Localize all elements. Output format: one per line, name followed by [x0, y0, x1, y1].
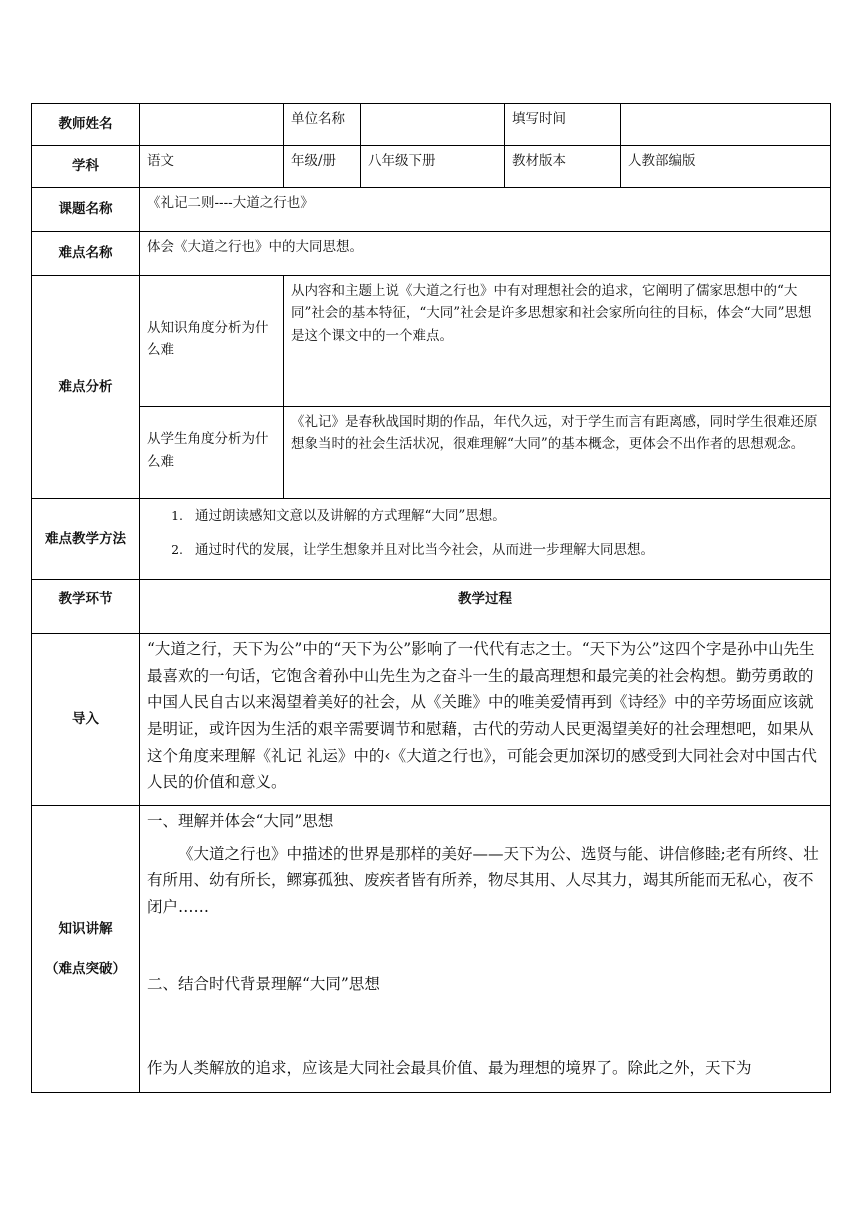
methods-cell [140, 499, 831, 580]
method-item-1: 1. 通过朗读感知文意以及讲解的方式理解“大同”思想。 [187, 505, 823, 527]
methods-list [147, 503, 823, 562]
knowledge-heading-2: 二、结合时代背景理解“大同”思想 [147, 974, 380, 993]
knowledge-heading-1: 一、理解并体会“大同”思想 [147, 812, 334, 830]
knowledge-row [32, 806, 831, 1093]
student-angle-text: 《礼记》是春秋战国时期的作品，年代久远，对于学生而言有距离感，同时学生很难还原想象当时的社会生活状况，很难理解“大同”的基本概念，更体会不出作者的思想观念。 [284, 407, 831, 499]
process-header-row [32, 580, 831, 634]
topic-value: 《礼记二则----大道之行也》 [140, 188, 831, 232]
textbook-label: 教材版本 [505, 146, 621, 188]
grade-label: 年级/册 [284, 146, 361, 188]
knowledge-label: 知识讲解 [58, 920, 113, 937]
topic-row [32, 188, 831, 232]
intro-row [32, 634, 831, 806]
knowledge-label-sub: （难点突破） [45, 961, 126, 977]
fill-date-label: 填写时间 [505, 104, 621, 146]
method-item-2: 2. 通过时代的发展，让学生想象并且对比当今社会，从而进一步理解大同思想。 [187, 539, 823, 561]
teacher-name-value [140, 104, 284, 146]
methods-label: 难点教学方法 [32, 499, 140, 580]
unit-name-value [361, 104, 505, 146]
student-angle-label: 从学生角度分析为什么难 [140, 407, 284, 499]
fill-date-value [621, 104, 831, 146]
topic-label: 课题名称 [32, 188, 140, 232]
difficulty-label: 难点名称 [32, 232, 140, 276]
methods-row [32, 499, 831, 580]
intro-label: 导入 [32, 634, 140, 806]
difficulty-value: 体会《大道之行也》中的大同思想。 [140, 232, 831, 276]
grade-value: 八年级下册 [361, 146, 505, 188]
knowledge-paragraph-2: 作为人类解放的追求，应该是大同社会最具价值、最为理想的境界了。除此之外，天下为 [147, 1059, 752, 1078]
knowledge-paragraph-1: 《大道之行也》中描述的世界是那样的美好——天下为公、选贤与能、讲信修睦;老有所终、壮有所用、幼有所长，鳏寡孤独、废疾者皆有所养，物尽其用、人尽其力，竭其所能而无私心，夜不闭户…… [147, 844, 819, 916]
knowledge-angle-label: 从知识角度分析为什么难 [140, 276, 284, 407]
analysis-student-row [32, 407, 831, 499]
knowledge-label-cell [32, 806, 140, 1093]
unit-name-label: 单位名称 [284, 104, 361, 146]
teacher-row [32, 104, 831, 146]
intro-text: “大道之行，天下为公”中的“天下为公”影响了一代代有志之士。“天下为公”这四个字是孙中山先生最喜欢的一句话，它饱含着孙中山先生为之奋斗一生的最高理想和最完美的社会构想。勤劳勇敢的中国人民自古以来渴望着美好的社会，从《关雎》中的唯美爱情再到《诗经》中的辛劳场面应该就是明证，或许因为生活的艰辛需要调节和慰藉，古代的劳动人民更渴望美好的社会理想吧，如果从这个角度来理解《礼记 礼运》中的‹《大道之行也》，可能会更加深切的感受到大同社会对中国古代人民的价值和意义。 [140, 634, 831, 806]
subject-label: 学科 [32, 146, 140, 188]
knowledge-angle-text: 从内容和主题上说《大道之行也》中有对理想社会的追求，它阐明了儒家思想中的“大同”社会的基本特征，“大同”社会是许多思想家和社会家所向往的目标，体会“大同”思想是这个课文中的一个难点。 [284, 276, 831, 407]
stage-header: 教学环节 [32, 580, 140, 634]
lesson-plan-table [31, 103, 831, 1093]
analysis-knowledge-row [32, 276, 831, 407]
difficulty-row [32, 232, 831, 276]
process-header: 教学过程 [140, 580, 831, 634]
analysis-label: 难点分析 [32, 276, 140, 499]
subject-row [32, 146, 831, 188]
subject-value: 语文 [140, 146, 284, 188]
textbook-value: 人教部编版 [621, 146, 831, 188]
teacher-name-label: 教师姓名 [32, 104, 140, 146]
knowledge-content [140, 806, 831, 1093]
